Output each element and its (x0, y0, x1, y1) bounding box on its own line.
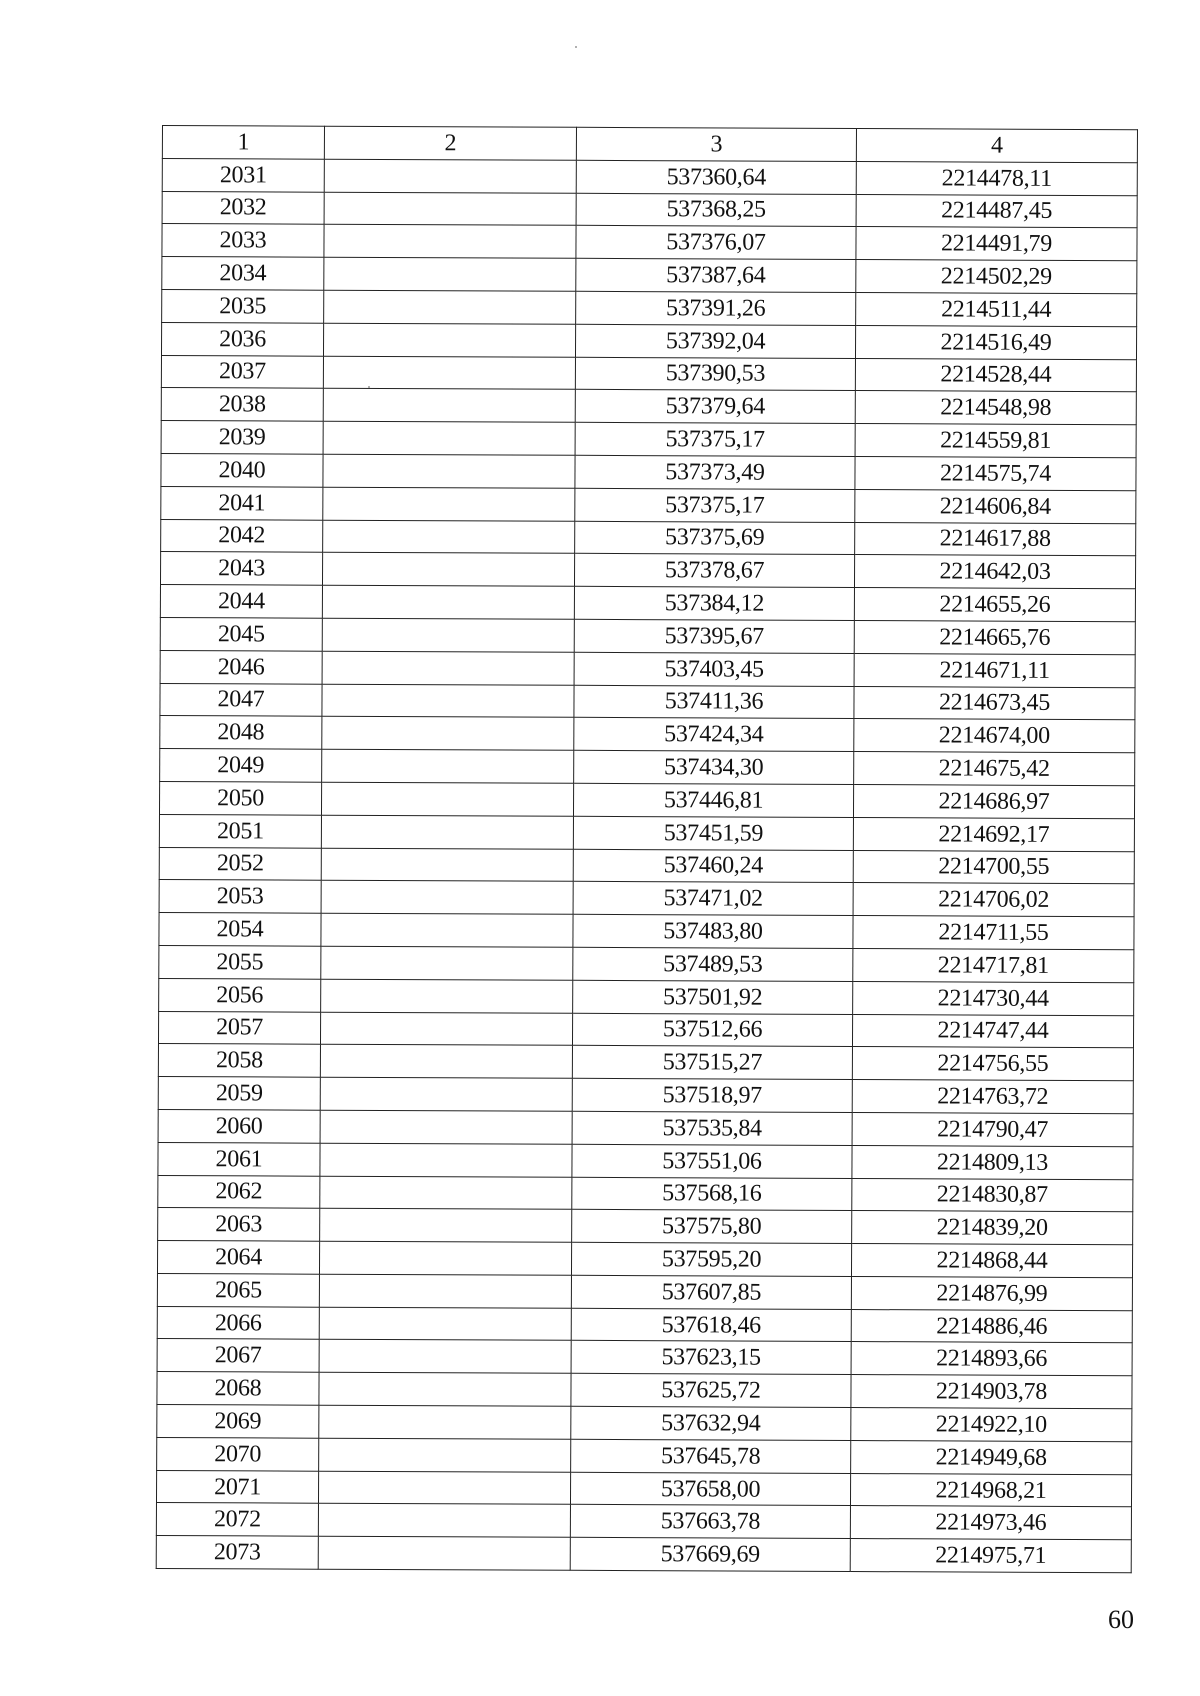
cell-x-coordinate: 537387,64 (576, 258, 856, 292)
table-row (158, 1175, 1133, 1212)
cell-y-coordinate: 2214922,10 (851, 1408, 1132, 1442)
cell-column-2 (321, 815, 573, 849)
cell-x-coordinate: 537632,94 (571, 1406, 851, 1440)
cell-y-coordinate: 2214606,84 (855, 489, 1136, 523)
cell-x-coordinate: 537645,78 (571, 1439, 851, 1473)
table-row (160, 650, 1135, 687)
cell-y-coordinate: 2214975,71 (850, 1539, 1131, 1573)
cell-x-coordinate: 537390,53 (575, 357, 855, 391)
cell-column-2 (322, 684, 574, 718)
cell-column-2 (318, 1536, 570, 1570)
cell-column-2 (320, 1176, 572, 1210)
cell-y-coordinate: 2214790,47 (852, 1112, 1133, 1146)
table-row (162, 289, 1137, 326)
table-row (162, 257, 1137, 294)
cell-y-coordinate: 2214575,74 (855, 456, 1136, 490)
header-row (162, 126, 1137, 163)
cell-column-2 (324, 290, 576, 324)
cell-x-coordinate: 537669,69 (570, 1538, 850, 1572)
cell-column-2 (323, 389, 575, 423)
cell-point-number: 2048 (160, 716, 322, 750)
cell-y-coordinate: 2214516,49 (855, 325, 1136, 359)
cell-y-coordinate: 2214706,02 (853, 883, 1134, 917)
table-row (159, 978, 1134, 1015)
cell-x-coordinate: 537501,92 (573, 980, 853, 1014)
cell-point-number: 2036 (161, 322, 323, 356)
cell-x-coordinate: 537607,85 (571, 1275, 851, 1309)
cell-column-2 (319, 1340, 571, 1374)
cell-y-coordinate: 2214655,26 (854, 588, 1135, 622)
cell-column-2 (321, 848, 573, 882)
cell-x-coordinate: 537392,04 (575, 324, 855, 358)
cell-point-number: 2049 (160, 749, 322, 783)
cell-y-coordinate: 2214665,76 (854, 620, 1135, 654)
cell-column-2 (323, 421, 575, 455)
table-row (160, 716, 1135, 753)
cell-x-coordinate: 537391,26 (576, 291, 856, 325)
table-row (158, 1208, 1133, 1245)
cell-x-coordinate: 537595,20 (571, 1242, 851, 1276)
cell-y-coordinate: 2214502,29 (856, 260, 1137, 294)
table-row (157, 1405, 1132, 1442)
table-row (157, 1306, 1132, 1343)
cell-x-coordinate: 537535,84 (572, 1111, 852, 1145)
table-row (159, 880, 1134, 917)
cell-column-2 (323, 323, 575, 357)
cell-y-coordinate: 2214686,97 (853, 784, 1134, 818)
cell-point-number: 2052 (159, 847, 321, 881)
cell-y-coordinate: 2214747,44 (852, 1014, 1133, 1048)
cell-point-number: 2032 (162, 191, 324, 225)
cell-y-coordinate: 2214949,68 (851, 1440, 1132, 1474)
table-row (159, 847, 1134, 884)
cell-y-coordinate: 2214868,44 (851, 1244, 1132, 1278)
cell-point-number: 2035 (162, 289, 324, 323)
cell-y-coordinate: 2214756,55 (852, 1047, 1133, 1081)
table-row (159, 781, 1134, 818)
cell-point-number: 2034 (162, 257, 324, 291)
cell-column-2 (318, 1471, 570, 1505)
cell-x-coordinate: 537384,12 (574, 586, 854, 620)
cell-x-coordinate: 537460,24 (573, 849, 853, 883)
cell-point-number: 2065 (157, 1273, 319, 1307)
cell-column-2 (322, 553, 574, 587)
cell-point-number: 2042 (161, 519, 323, 553)
cell-column-2 (321, 782, 573, 816)
cell-y-coordinate: 2214548,98 (855, 391, 1136, 425)
cell-x-coordinate: 537489,53 (573, 947, 853, 981)
cell-y-coordinate: 2214671,11 (854, 653, 1135, 687)
cell-column-2 (324, 225, 576, 259)
cell-column-2 (323, 356, 575, 390)
cell-column-2 (320, 1143, 572, 1177)
cell-y-coordinate: 2214487,45 (856, 194, 1137, 228)
cell-y-coordinate: 2214711,55 (853, 916, 1134, 950)
cell-x-coordinate: 537518,97 (572, 1078, 852, 1112)
table-body (156, 158, 1137, 1573)
table-row (156, 1503, 1131, 1540)
cell-point-number: 2070 (157, 1437, 319, 1471)
cell-y-coordinate: 2214491,79 (856, 227, 1137, 261)
table-row (158, 1077, 1133, 1114)
cell-y-coordinate: 2214886,46 (851, 1309, 1132, 1343)
table-row (157, 1339, 1132, 1376)
cell-x-coordinate: 537411,36 (574, 685, 854, 719)
table-row (161, 355, 1136, 392)
table-row (156, 1536, 1131, 1573)
table-row (162, 224, 1137, 261)
cell-x-coordinate: 537378,67 (574, 554, 854, 588)
cell-x-coordinate: 537446,81 (573, 783, 853, 817)
cell-x-coordinate: 537360,64 (576, 160, 856, 194)
cell-column-2 (319, 1372, 571, 1406)
cell-x-coordinate: 537376,07 (576, 226, 856, 260)
table-row (161, 486, 1136, 523)
cell-column-2 (324, 192, 576, 226)
column-header-1: 1 (162, 126, 324, 160)
cell-column-2 (323, 487, 575, 521)
table-row (157, 1372, 1132, 1409)
cell-x-coordinate: 537403,45 (574, 652, 854, 686)
cell-x-coordinate: 537375,17 (575, 488, 855, 522)
table-row (159, 814, 1134, 851)
table-row (162, 158, 1137, 195)
table-row (161, 421, 1136, 458)
cell-y-coordinate: 2214559,81 (855, 424, 1136, 458)
cell-point-number: 2038 (161, 388, 323, 422)
cell-y-coordinate: 2214973,46 (850, 1506, 1131, 1540)
cell-column-2 (323, 520, 575, 554)
cell-point-number: 2066 (157, 1306, 319, 1340)
cell-point-number: 2044 (160, 585, 322, 619)
table-row (158, 1044, 1133, 1081)
cell-column-2 (319, 1438, 571, 1472)
table-row (160, 749, 1135, 786)
cell-point-number: 2068 (157, 1372, 319, 1406)
table-row (159, 913, 1134, 950)
cell-x-coordinate: 537575,80 (572, 1210, 852, 1244)
table-row (161, 453, 1136, 490)
cell-column-2 (320, 1045, 572, 1079)
cell-x-coordinate: 537434,30 (574, 750, 854, 784)
cell-x-coordinate: 537368,25 (576, 193, 856, 227)
cell-point-number: 2041 (161, 486, 323, 520)
cell-y-coordinate: 2214673,45 (854, 686, 1135, 720)
cell-column-2 (320, 1077, 572, 1111)
table-row (156, 1470, 1131, 1507)
cell-point-number: 2060 (158, 1109, 320, 1143)
cell-x-coordinate: 537663,78 (570, 1505, 850, 1539)
cell-point-number: 2069 (157, 1405, 319, 1439)
cell-column-2 (321, 881, 573, 915)
cell-column-2 (323, 454, 575, 488)
cell-x-coordinate: 537471,02 (573, 882, 853, 916)
cell-x-coordinate: 537395,67 (574, 619, 854, 653)
cell-y-coordinate: 2214717,81 (853, 948, 1134, 982)
cell-column-2 (322, 585, 574, 619)
table-row (161, 388, 1136, 425)
cell-column-2 (322, 749, 574, 783)
table-row (157, 1241, 1132, 1278)
cell-column-2 (320, 1208, 572, 1242)
cell-x-coordinate: 537424,34 (574, 718, 854, 752)
cell-point-number: 2072 (156, 1503, 318, 1537)
table-row (158, 1109, 1133, 1146)
cell-column-2 (322, 618, 574, 652)
table-row (158, 1142, 1133, 1179)
cell-column-2 (320, 1012, 572, 1046)
cell-y-coordinate: 2214528,44 (855, 358, 1136, 392)
table-row (158, 1011, 1133, 1048)
cell-y-coordinate: 2214893,66 (851, 1342, 1132, 1376)
cell-column-2 (321, 979, 573, 1013)
cell-y-coordinate: 2214511,44 (856, 293, 1137, 327)
cell-y-coordinate: 2214876,99 (851, 1276, 1132, 1310)
cell-point-number: 2043 (160, 552, 322, 586)
cell-point-number: 2071 (156, 1470, 318, 1504)
cell-point-number: 2055 (159, 945, 321, 979)
table-header (162, 126, 1137, 163)
cell-x-coordinate: 537618,46 (571, 1308, 851, 1342)
cell-x-coordinate: 537625,72 (571, 1374, 851, 1408)
table-row (159, 945, 1134, 982)
cell-column-2 (324, 257, 576, 291)
cell-y-coordinate: 2214830,87 (852, 1178, 1133, 1212)
cell-x-coordinate: 537375,69 (575, 521, 855, 555)
table-row (162, 191, 1137, 228)
cell-column-2 (319, 1307, 571, 1341)
cell-point-number: 2053 (159, 880, 321, 914)
cell-point-number: 2046 (160, 650, 322, 684)
cell-column-2 (320, 1110, 572, 1144)
cell-point-number: 2050 (159, 781, 321, 815)
table-row (157, 1273, 1132, 1310)
cell-point-number: 2056 (159, 978, 321, 1012)
table-row (161, 322, 1136, 359)
cell-point-number: 2057 (158, 1011, 320, 1045)
coordinates-table (156, 125, 1138, 1573)
table-row (160, 617, 1135, 654)
cell-y-coordinate: 2214809,13 (852, 1145, 1133, 1179)
table-row (160, 552, 1135, 589)
cell-y-coordinate: 2214763,72 (852, 1080, 1133, 1114)
cell-point-number: 2067 (157, 1339, 319, 1373)
table-row (160, 585, 1135, 622)
column-header-4: 4 (856, 129, 1137, 163)
cell-x-coordinate: 537451,59 (573, 816, 853, 850)
cell-x-coordinate: 537512,66 (572, 1013, 852, 1047)
cell-y-coordinate: 2214730,44 (853, 981, 1134, 1015)
cell-x-coordinate: 537515,27 (572, 1046, 852, 1080)
cell-point-number: 2064 (157, 1241, 319, 1275)
cell-x-coordinate: 537375,17 (575, 422, 855, 456)
cell-point-number: 2047 (160, 683, 322, 717)
cell-y-coordinate: 2214675,42 (854, 752, 1135, 786)
cell-point-number: 2040 (161, 453, 323, 487)
cell-point-number: 2073 (156, 1536, 318, 1570)
cell-x-coordinate: 537379,64 (575, 390, 855, 424)
cell-point-number: 2051 (159, 814, 321, 848)
cell-x-coordinate: 537373,49 (575, 455, 855, 489)
cell-x-coordinate: 537568,16 (572, 1177, 852, 1211)
cell-y-coordinate: 2214478,11 (856, 161, 1137, 195)
scan-speck (575, 46, 577, 48)
cell-y-coordinate: 2214642,03 (854, 555, 1135, 589)
cell-x-coordinate: 537623,15 (571, 1341, 851, 1375)
cell-point-number: 2062 (158, 1175, 320, 1209)
cell-point-number: 2037 (161, 355, 323, 389)
cell-y-coordinate: 2214692,17 (853, 817, 1134, 851)
cell-point-number: 2054 (159, 913, 321, 947)
cell-point-number: 2059 (158, 1077, 320, 1111)
cell-y-coordinate: 2214839,20 (852, 1211, 1133, 1245)
cell-point-number: 2033 (162, 224, 324, 258)
cell-point-number: 2039 (161, 421, 323, 455)
page-number: 60 (1108, 1605, 1134, 1634)
table-row (157, 1437, 1132, 1474)
cell-point-number: 2031 (162, 158, 324, 192)
cell-y-coordinate: 2214903,78 (851, 1375, 1132, 1409)
column-header-3: 3 (576, 127, 856, 161)
cell-column-2 (319, 1241, 571, 1275)
cell-y-coordinate: 2214617,88 (855, 522, 1136, 556)
cell-y-coordinate: 2214674,00 (854, 719, 1135, 753)
cell-column-2 (322, 651, 574, 685)
cell-point-number: 2058 (158, 1044, 320, 1078)
cell-x-coordinate: 537551,06 (572, 1144, 852, 1178)
cell-y-coordinate: 2214700,55 (853, 850, 1134, 884)
cell-column-2 (322, 717, 574, 751)
cell-point-number: 2045 (160, 617, 322, 651)
table-row (160, 683, 1135, 720)
cell-column-2 (321, 946, 573, 980)
table-row (161, 519, 1136, 556)
column-header-2: 2 (324, 126, 576, 160)
cell-point-number: 2061 (158, 1142, 320, 1176)
cell-column-2 (321, 913, 573, 947)
cell-column-2 (318, 1504, 570, 1538)
cell-x-coordinate: 537483,80 (573, 914, 853, 948)
cell-y-coordinate: 2214968,21 (850, 1473, 1131, 1507)
cell-column-2 (324, 159, 576, 193)
cell-x-coordinate: 537658,00 (570, 1472, 850, 1506)
cell-column-2 (319, 1274, 571, 1308)
cell-point-number: 2063 (158, 1208, 320, 1242)
cell-column-2 (319, 1405, 571, 1439)
